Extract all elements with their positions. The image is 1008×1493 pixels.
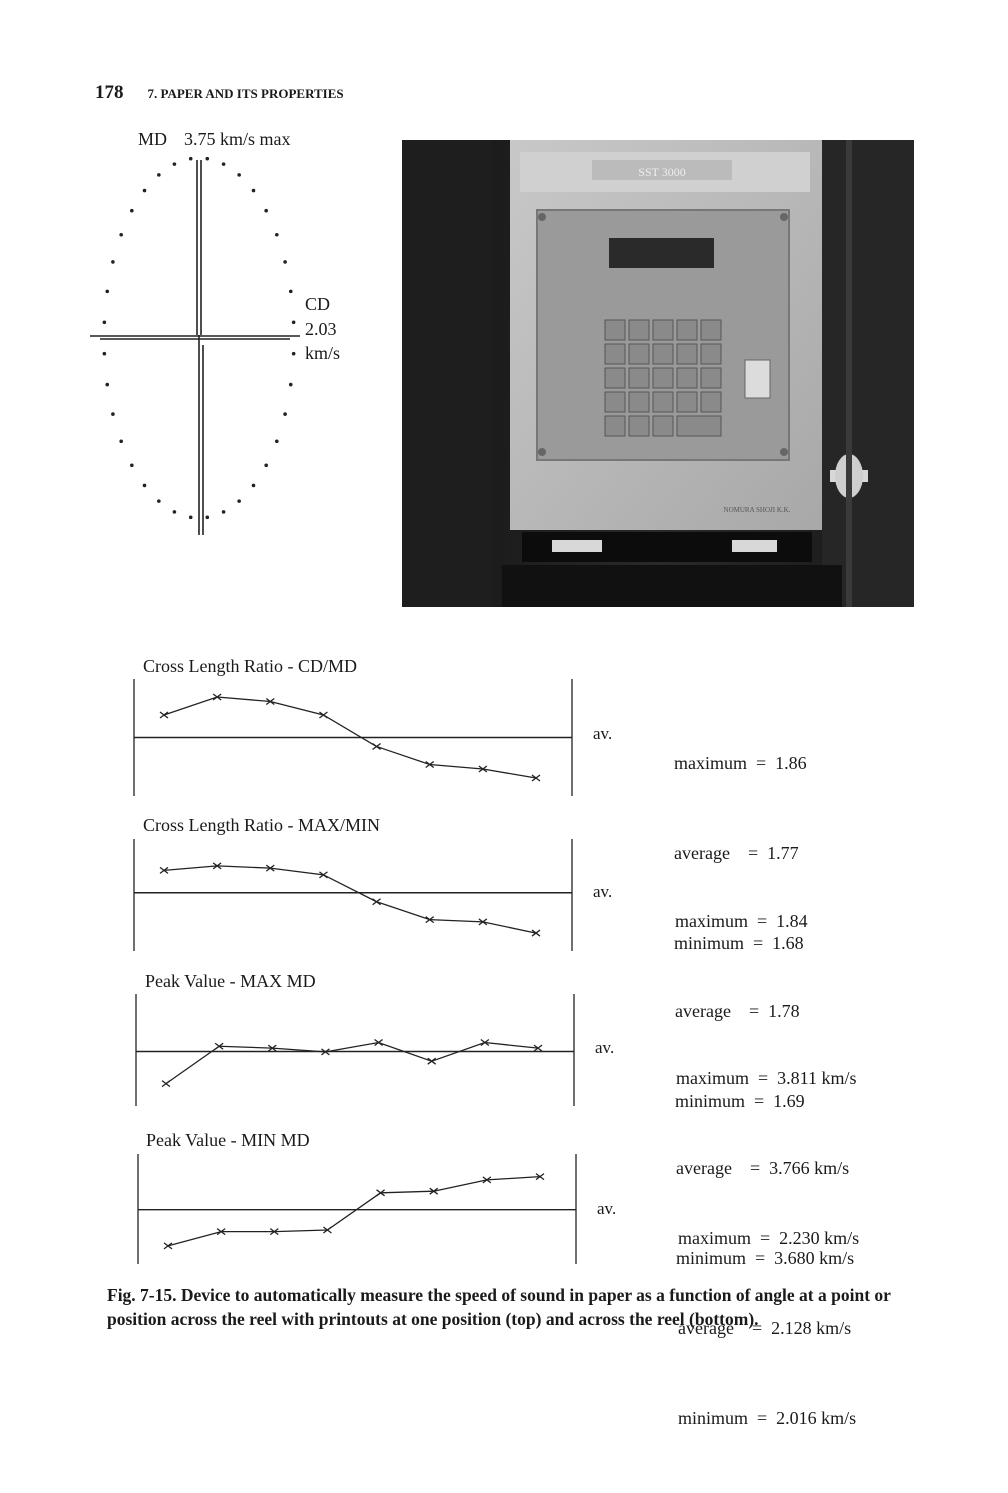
- keypad-key: [653, 320, 673, 340]
- chart-title: Peak Value - MIN MD: [146, 1130, 310, 1150]
- polar-point: [103, 321, 107, 325]
- stat-minimum: minimum = 1.68: [674, 933, 804, 953]
- keypad-key: [653, 368, 673, 388]
- chart-title: Cross Length Ratio - MAX/MIN: [143, 815, 380, 835]
- stat-average: average = 2.128 km/s: [678, 1318, 852, 1338]
- keypad-key: [605, 416, 625, 436]
- polar-point: [292, 321, 296, 325]
- stat-maximum: maximum = 3.811 km/s: [676, 1068, 857, 1088]
- chart-plot: [120, 675, 590, 800]
- av-label: av.: [595, 1038, 615, 1057]
- chart-plot: [122, 990, 592, 1110]
- polar-point: [189, 157, 193, 161]
- polar-point: [237, 173, 241, 177]
- av-label: av.: [593, 724, 613, 743]
- polar-point: [289, 383, 293, 387]
- keypad-key: [677, 368, 697, 388]
- polar-point: [222, 162, 226, 166]
- polar-point: [283, 260, 287, 264]
- data-point: [160, 712, 168, 718]
- stat-maximum: maximum = 1.84: [675, 911, 808, 931]
- polar-point: [222, 510, 226, 514]
- chapter-title: 7. PAPER AND ITS PROPERTIES: [147, 86, 344, 101]
- keypad-key: [605, 368, 625, 388]
- device-photo: [402, 140, 914, 607]
- keypad-key: [629, 344, 649, 364]
- stat-average: average = 1.77: [674, 843, 799, 863]
- keypad-key: [605, 392, 625, 412]
- polar-point: [173, 510, 177, 514]
- figure-caption: Fig. 7-15. Device to automatically measure the speed of sound in paper as a function of angle at a point or position across the reel with printouts at one position (top) and across the reel (bottom).: [107, 1285, 891, 1329]
- keypad-key: [677, 392, 697, 412]
- polar-point: [283, 412, 287, 416]
- stat-maximum: maximum = 2.230 km/s: [678, 1228, 860, 1248]
- polar-plot: [0, 0, 400, 560]
- page-number: 178: [95, 82, 124, 103]
- polar-point: [275, 233, 279, 237]
- polar-point: [264, 463, 268, 467]
- keypad-key: [677, 320, 697, 340]
- polar-point: [130, 463, 134, 467]
- polar-point: [105, 290, 109, 294]
- cd-label: CD: [305, 294, 331, 314]
- polar-point: [119, 233, 123, 237]
- side-switch: [745, 360, 770, 398]
- data-point: [428, 1058, 436, 1064]
- cd-unit: km/s: [305, 343, 341, 363]
- polar-point: [103, 352, 107, 356]
- stat-minimum: minimum = 3.680 km/s: [676, 1248, 855, 1268]
- stat-maximum: maximum = 1.86: [674, 753, 807, 773]
- polar-point: [143, 189, 147, 193]
- polar-point: [130, 209, 134, 213]
- keypad-key: [629, 320, 649, 340]
- polar-point: [205, 516, 209, 520]
- keypad-key: [677, 416, 721, 436]
- series-line: [168, 1177, 540, 1246]
- stat-average: average = 3.766 km/s: [676, 1158, 850, 1178]
- keypad-key: [701, 392, 721, 412]
- md-value-label: 3.75 km/s max: [184, 129, 291, 149]
- keypad-key: [653, 416, 673, 436]
- polar-point: [119, 439, 123, 443]
- polar-point: [275, 439, 279, 443]
- polar-point: [111, 260, 115, 264]
- polar-point: [205, 157, 209, 161]
- keypad: [605, 320, 721, 436]
- chart-plot: [120, 835, 590, 955]
- chart-plot: [124, 1150, 594, 1268]
- cd-axis: [90, 336, 300, 339]
- keypad-key: [677, 344, 697, 364]
- cd-value: 2.03: [305, 319, 337, 339]
- av-label: av.: [597, 1199, 617, 1218]
- polar-point: [252, 484, 256, 488]
- data-point: [162, 1081, 170, 1087]
- polar-point: [105, 383, 109, 387]
- keypad-key: [701, 368, 721, 388]
- polar-point: [111, 412, 115, 416]
- keypad-key: [653, 344, 673, 364]
- lcd-display: [609, 238, 714, 268]
- data-point: [373, 899, 381, 905]
- stat-minimum: minimum = 1.69: [675, 1091, 805, 1111]
- display-label: SST 3000: [638, 165, 686, 179]
- polar-point: [189, 516, 193, 520]
- polar-point: [237, 499, 241, 503]
- data-point: [164, 1243, 172, 1249]
- polar-point: [264, 209, 268, 213]
- keypad-key: [701, 320, 721, 340]
- keypad-key: [629, 416, 649, 436]
- polar-point: [157, 499, 161, 503]
- keypad-key: [701, 344, 721, 364]
- md-label: MD: [138, 129, 168, 149]
- polar-point: [252, 189, 256, 193]
- chart-title: Cross Length Ratio - CD/MD: [143, 656, 357, 676]
- keypad-key: [629, 392, 649, 412]
- polar-point: [143, 484, 147, 488]
- polar-point: [157, 173, 161, 177]
- md-axis: [197, 160, 203, 535]
- keypad-key: [629, 368, 649, 388]
- polar-point: [289, 290, 293, 294]
- polar-point: [292, 352, 296, 356]
- keypad-key: [653, 392, 673, 412]
- chart-title: Peak Value - MAX MD: [145, 971, 316, 991]
- data-point: [373, 744, 381, 750]
- keypad-key: [605, 344, 625, 364]
- data-point: [319, 712, 327, 718]
- stat-average: average = 1.78: [675, 1001, 800, 1021]
- series-line: [164, 866, 536, 933]
- brand-plate: NOMURA SHOJI K.K.: [723, 506, 791, 514]
- polar-point: [173, 162, 177, 166]
- av-label: av.: [593, 882, 613, 901]
- keypad-key: [605, 320, 625, 340]
- stat-minimum: minimum = 2.016 km/s: [678, 1408, 857, 1428]
